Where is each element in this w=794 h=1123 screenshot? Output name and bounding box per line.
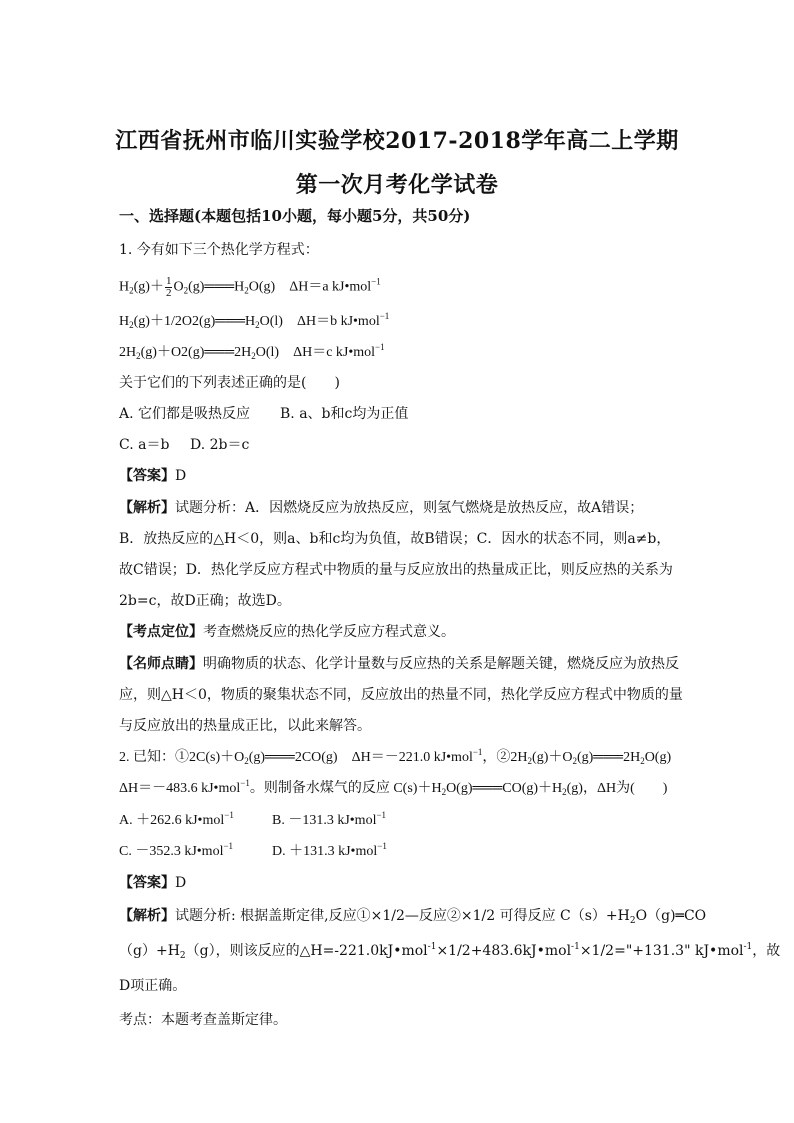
answer-value: D: [175, 875, 187, 891]
q2-option-b: B. －131.3 kJ•mol$^{-1}$: [272, 810, 387, 828]
q1-equation-3: $2H_2(g)+O2(g)═══2H_2O(l)$ ΔH＝c kJ•mol$^{-1}$: [119, 342, 385, 361]
q1-knowledge-point: 【考点定位】考查燃烧反应的热化学反应方程式意义。: [119, 624, 455, 640]
q2-knowledge-point: 考点：本题考查盖斯定律。: [119, 1012, 287, 1028]
q2-option-a: A. ＋262.6 kJ•mol$^{-1}$: [119, 810, 234, 828]
answer-tag: 【答案】: [119, 875, 175, 891]
q2-analysis-line-2: $(g)+H_2(g)$，则该反应的△H=-221.0kJ•mol$^{-1}$×1/2+483.6kJ•mol$^{-1}$×1/2="+131.3" kJ•mol$^{-1}$，故: [119, 942, 781, 961]
page-title: 江西省抚州市临川实验学校2017-2018学年高二上学期: [115, 128, 679, 154]
q1-question: 关于它们的下列表述正确的是( ): [119, 375, 340, 391]
q1-answer: [119, 466, 186, 486]
q1-option-a: A. 它们都是吸热反应: [119, 406, 251, 422]
q1-option-d: D. 2b＝c: [190, 437, 250, 453]
q1-tip-line-3: 与反应放出的热量成正比，以此来解答。: [119, 718, 371, 734]
section-heading: 一、选择题(本题包括10小题，每小题5分，共50分): [119, 207, 471, 225]
page-subtitle: 第一次月考化学试卷: [295, 172, 499, 198]
q1-tip-line-1: 【名师点睛】明确物质的状态、化学计量数与反应热的关系是解题关键，燃烧反应为放热反: [119, 656, 679, 672]
knowledge-tag: 【考点定位】: [119, 624, 203, 640]
q2-analysis-line-3: D项正确。: [119, 978, 187, 994]
q1-analysis-line-4: 2b=c，故D正确；故选D。: [119, 593, 291, 609]
q1-tip-line-2: 应，则△H＜0，物质的聚集状态不同，反应放出的热量不同，热化学反应方程式中物质的量: [119, 687, 683, 703]
tip-tag: 【名师点睛】: [119, 656, 203, 672]
analysis-tag: 【解析】: [119, 908, 175, 924]
q1-option-b: B. a、b和c均为正值: [280, 406, 409, 422]
q1-equation-1: $H_2(g)+$ $\frac{1}{2}$ $O_2(g)═══H_2O(g)$ ΔH＝a kJ•mol$^{-1}$: [119, 275, 381, 299]
answer-value: D: [175, 468, 187, 484]
q1-equation-2: $H_2(g)+1/2O2(g)═══H_2O(l)$ ΔH＝b kJ•mol$^{-1}$: [119, 311, 390, 330]
q1-analysis-line-3: 故C错误；D．热化学反应方程式中物质的量与反应放出的热量成正比，则反应热的关系为: [119, 562, 673, 578]
analysis-tag: 【解析】: [119, 500, 175, 516]
q1-analysis-line-2: B．放热反应的△H＜0，则a、b和c均为负值，故B错误；C．因水的状态不同，则a≠b，: [119, 531, 671, 547]
q1-option-c: C. a＝b: [119, 437, 170, 453]
q2-option-d: D. ＋131.3 kJ•mol$^{-1}$: [272, 841, 387, 859]
q2-answer: [119, 873, 186, 893]
q2-analysis-line-1: 【解析】试题分析: 根据盖斯定律,反应①×1/2—反应②×1/2 可得反应 $C(s)+H_2O(g)═CO$: [119, 908, 707, 926]
fraction-one-half: $\frac{1}{2}$: [165, 275, 172, 299]
q2-stem-line-1: 2. 已知：$①2C(s)+O_2(g)═══2CO(g)$ ΔH＝－221.0 kJ•mol$^{-1}$，$②2H_2(g)+O_2(g)═══2H_2O(g)$: [119, 747, 672, 766]
q1-analysis-line-1: 【解析】试题分析：A．因燃烧反应为放热反应，则氢气燃烧是放热反应，故A错误；: [119, 500, 644, 516]
answer-tag: 【答案】: [119, 468, 175, 484]
q2-option-c: C. －352.3 kJ•mol$^{-1}$: [119, 841, 234, 859]
q1-stem: 1. 今有如下三个热化学方程式：: [119, 242, 319, 258]
q2-stem-line-2: ΔH＝－483.6 kJ•mol$^{-1}$。则制备水煤气的反应 $C(s)+H_2O(g)═══CO(g)+H_2(g)$，ΔH为( ): [119, 778, 668, 797]
